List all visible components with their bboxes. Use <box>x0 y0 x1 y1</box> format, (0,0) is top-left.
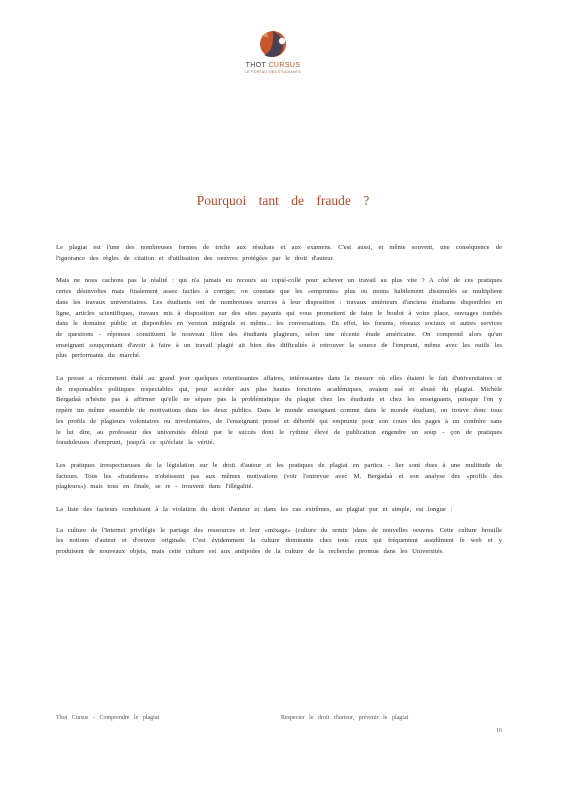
page-title: Pourquoi tant de fraude ? <box>196 193 370 208</box>
paragraph: Mais ne nous cachons pas la réalité : qui n'a jamais eu recours au copié-collé pour achever un travail au plus vite ? A côté de ces pratiques certes désinvoltes mais finalement assez faciles à corriger, on constate que les «emprunts» plus ou moins habilement dissimulés se multiplient dans les travaux universitaires. Les étudiants ont de nombreuses sources à leur disposition : travaux antérieurs d'anciens étudiants disponibles en ligne, articles scientifiques, travaux mis à disposition sur des sites payants qui vous promettent de faire le boulot à votre place, ouvrages tombés dans le domaine public et disponibles en version intégrale et même... les conversations. En effet, les forums, réseaux sociaux et autres services de questions - réponses constituent le nouveau filon des étudiants plagieurs, selon une récente étude américaine. On comprend alors qu'un enseignant soupçonnant d'avoir à faire à un travail plagié ait bien des difficultés à retrouver la source de l'emprunt, même avec les outils les plus performants du marché. <box>56 277 502 360</box>
logo-wordmark <box>236 62 310 69</box>
logo-name-part1: THOT <box>245 62 269 69</box>
paragraph: La culture de l'Internet privilégie le partage des ressources et leur «mixage» (culture du remix )dans de nouvelles oeuvres. Cette culture brouille les notions d'auteur et d'oeuvre originale. C'est évidemment la culture dominante chez tous ceux qui fréquentent assidûment le web et y produisent de nouveaux objets, mais cette culture est aux antipodes de la culture de la recherche promue dans les Universités. <box>56 526 502 556</box>
thot-cursus-logo <box>236 26 310 86</box>
page-number: 16 <box>496 728 502 734</box>
paragraph: La liste des facteurs conduisant à la violation du droit d'auteur et dans les cas extrêmes, au plagiat pur et simple, est longue : <box>56 506 453 514</box>
paragraph: La presse a récemment étalé au grand jour quelques retentissantes affaires, intéressantes dans la mesure où elles étaient le fait d'universitaires et de responsables politiques respectables qui, pour accéder aux plus hautes fonctions académiques, avaient usé et abusé du plagiat. Michèle Bergadaà n'hésite pas à affirmer qu'elle ne sépare pas la problématique du plagiat chez les étudiants et chez les enseignants, puisque l'on y repère un même ensemble de motivations dans les deux publics. Dans le monde enseignant comme dans le monde étudiant, on trouve donc tous les profils de plagieurs volontaires ou involontaires, de l'enseignant pressé et débordé qui emprunte pour son cours des pages à un confrère sans le lui dire, au professeur des universités ébloui par le succès dont le rythme élevé de publication engendre un soup - çon de pratiques frauduleuses d'emprunt, jusqu'à ce qu'éclate la vérité. <box>56 375 502 447</box>
paragraph: Les pratiques irrespectueuses de la législation sur le droit d'auteur et les pratiques de plagiat en particu - lier sont dues à une multitude de facteurs. Tous les «fraudeurs» n'obéissent pas aux mêmes motivations (voir l'entrevue avec M. Bergadaà et son analyse des «profils des plagieurs») mais tous en finale, se re - trouvent dans l'illégalité. <box>56 461 502 491</box>
logo-emblem-icon <box>252 26 294 60</box>
logo-name-part2: CURSUS <box>268 62 301 69</box>
footer-right: Respecter le droit d'auteur, prévenir le plagiat <box>281 715 409 721</box>
paragraph: Le plagiat est l'une des nombreuses formes de triche aux résultats et aux examens. C'est aussi, et même souvent, une conséquence de l'ignorance des règles de citation et d'utilisation des oeuvres protégées par le droit d'auteur. <box>56 244 502 262</box>
logo-tagline: LE PORTAIL DES ÉTUDIANTS <box>245 70 301 74</box>
body-text <box>56 243 502 570</box>
footer-left: Thot Cursus - Comprendre le plagiat <box>56 715 160 721</box>
